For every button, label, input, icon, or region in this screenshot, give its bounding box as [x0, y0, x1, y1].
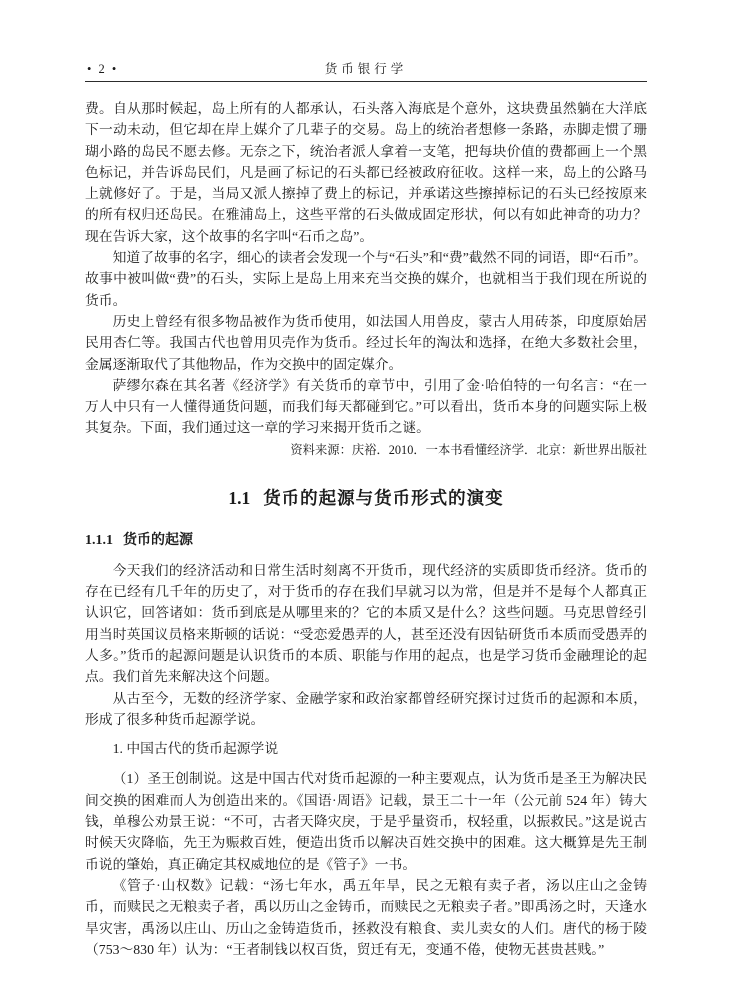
- section-title: 货币的起源与货币形式的演变: [263, 487, 504, 508]
- section-heading: [85, 485, 647, 510]
- body-paragraph: 《管子·山权数》记载：“汤七年水，禹五年旱，民之无粮有卖子者，汤以庄山之金铸币，而赎民之无粮卖子者，禹以历山之金铸币，而赎民之无粮卖子者。”即禹汤之时，天逢水旱灾害，禹汤以庄山、历山之金铸造货币，拯救没有粮食、卖儿卖女的人们。唐代的杨于陵（753～830 年）认为：“王者制钱以权百货，贸迁有无，变通不倦，使物无甚贵甚贱。”: [85, 877, 647, 957]
- subsection-heading: [85, 529, 647, 549]
- source-note: 资料来源：庆裕．2010．一本书看懂经济学．北京：新世界出版社: [290, 442, 647, 457]
- body-paragraph: 费。自从那时候起，岛上所有的人都承认，石头落入海底是个意外，这块费虽然躺在大洋底下一动未动，但它却在岸上媒介了几辈子的交易。岛上的统治者想修一条路，赤脚走惯了珊瑚小路的岛民不愿去修。无奈之下，统治者派人拿着一支笔，把每块价值的费都画上一个黑色标记，并告诉岛民们，凡是画了标记的石头都已经被政府征收。这样一来，岛上的公路马上就修好了。于是，当局又派人擦掉了费上的标记，并承诺这些擦掉标记的石头已经按原来的所有权归还岛民。在雅浦岛上，这些平常的石头做成固定形状，何以有如此神奇的功力？现在告诉大家，这个故事的名字叫“石币之岛”。: [85, 101, 647, 244]
- page-content: [85, 98, 647, 960]
- body-paragraph: 萨缪尔森在其名著《经济学》有关货币的章节中，引用了金·哈伯特的一句名言：“在一万人中只有一人懂得通货问题，而我们每天都碰到它。”可以看出，货币本身的问题实际上极其复杂。下面，我们通过这一章的学习来揭开货币之谜。: [85, 377, 647, 436]
- subsection-number: 1.1.1: [85, 532, 113, 548]
- page-header: [85, 60, 647, 81]
- running-title: 货币银行学: [324, 62, 408, 76]
- header-rule: [85, 81, 647, 82]
- book-page: [85, 60, 647, 960]
- section-number: 1.1: [228, 487, 251, 508]
- list-heading: 1. 中国古代的货币起源学说: [112, 741, 279, 757]
- body-paragraph: 历史上曾经有很多物品被作为货币使用，如法国人用兽皮，蒙古人用砖茶，印度原始居民用杏仁等。我国古代也曾用贝壳作为货币。经过长年的淘汰和选择，在绝大多数社会里，金属逐渐取代了其他物品，作为交换中的固定媒介。: [85, 313, 647, 372]
- body-paragraph: 今天我们的经济活动和日常生活时刻离不开货币，现代经济的实质即货币经济。货币的存在已经有几千年的历史了，对于货币的存在我们早就习以为常，但是并不是每个人都真正认识它，回答诸如：货币到底是从哪里来的？它的本质又是什么？这些问题。马克思曾经引用当时英国议员格来斯顿的话说：“受恋爱愚弄的人，甚至还没有因钻研货币本质而受愚弄的人多。”货币的起源问题是认识货币的本质、职能与作用的起点，也是学习货币金融理论的起点。我们首先来解决这个问题。: [85, 562, 647, 685]
- body-paragraph: 知道了故事的名字，细心的读者会发现一个与“石头”和“费”截然不同的词语，即“石币”。故事中被叫做“费”的石头，实际上是岛上用来充当交换的媒介，也就相当于我们现在所说的货币。: [85, 250, 647, 308]
- body-paragraph: 从古至今，无数的经济学家、金融学家和政治家都曾经研究探讨过货币的起源和本质，形成了很多种货币起源学说。: [85, 690, 647, 727]
- body-paragraph: （1）圣王创制说。这是中国古代对货币起源的一种主要观点，认为货币是圣王为解决民间交换的困难而人为创造出来的。《国语·周语》记载，景王二十一年（公元前 524 年）铸大钱，单穆公劝景王说：“不可，古者天降灾戾，于是乎量资币，权轻重，以振救民。”这是说古时候天灾降临，先王为赈救百姓，便造出货币以解决百姓交换中的困难。这大概算是先王制币说的肇始，真正确定其权威地位的是《管子》一书。: [85, 771, 647, 872]
- subsection-title: 货币的起源: [123, 532, 193, 548]
- page-number: • 2 •: [87, 62, 119, 76]
